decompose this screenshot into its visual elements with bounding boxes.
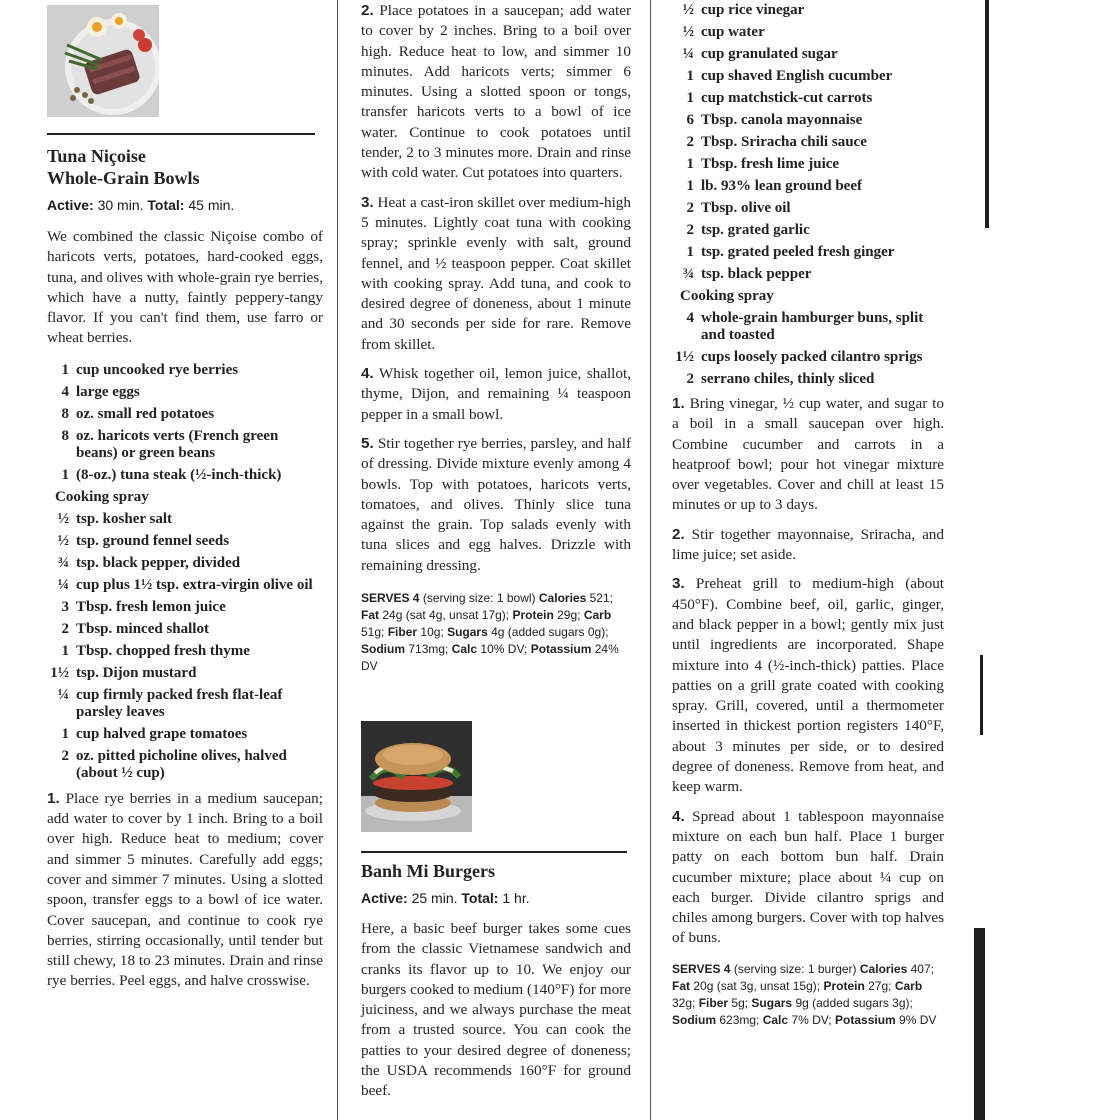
ingredient-quantity: 4 (61, 383, 69, 400)
recipe1-step-3-number: 3. (361, 193, 374, 211)
tuna-nicoise-photo (47, 5, 159, 117)
recipe1-potassium: 24% DV (361, 642, 619, 674)
recipe2-fat-label: Fat (672, 978, 690, 993)
ingredient-quantity: 2 (686, 371, 694, 387)
scan-edge-mark-bottom (974, 928, 985, 1120)
ingredient-text: tsp. black pepper, divided (76, 554, 241, 571)
ingredient-text: cup shaved English cucumber (701, 68, 893, 84)
recipe2-step-2 (672, 525, 944, 566)
recipe2-carb: 32g; (672, 995, 696, 1010)
recipe1-calc-label: Calc (451, 642, 478, 657)
ingredient-item (672, 310, 944, 344)
ingredient-quantity: ¼ (57, 576, 69, 593)
ingredient-item (47, 406, 323, 423)
recipe2-step-4-number: 4. (672, 807, 685, 825)
recipe1-carb-label: Carb (583, 608, 612, 623)
ingredient-text: cup matchstick-cut carrots (701, 90, 873, 106)
recipe2-step-1-number: 1. (672, 395, 685, 412)
ingredient-item (47, 687, 323, 721)
ingredient-item (47, 555, 323, 572)
recipe1-step-2 (361, 1, 631, 184)
ingredient-quantity: 3 (61, 598, 69, 615)
recipe1-step-5-text: Stir together rye berries, parsley, and half of dressing. Divide mixture evenly among 4 bowls. Top with potatoes, haricots verts, tomatoes, and olives. Thinly slice tuna against the grain. Top salads evenly with tuna slices and egg halves. Drizzle with remaining dressing. (361, 434, 632, 574)
recipe1-nutrition (361, 590, 631, 675)
ingredient-quantity: 4 (686, 310, 694, 326)
recipe2-total-value: 1 hr. (502, 890, 530, 906)
ingredient-quantity: ¼ (57, 686, 69, 703)
recipe1-step-2-number: 2. (361, 2, 374, 19)
ingredient-quantity: 1½ (675, 349, 694, 365)
ingredient-item (47, 599, 323, 616)
ingredient-item (672, 46, 944, 63)
recipe1-title (47, 145, 323, 189)
recipe2-active-label: Active: (361, 890, 408, 906)
recipe2-serves: SERVES 4 (672, 961, 731, 976)
ingredient-text: cup halved grape tomatoes (76, 725, 248, 742)
ingredient-text: Tbsp. chopped fresh thyme (76, 642, 250, 659)
recipe2-time-info (361, 888, 631, 908)
recipe2-protein-label: Protein (823, 978, 865, 993)
ingredient-text: cup plus 1½ tsp. extra-virgin olive oil (76, 576, 313, 593)
ingredient-quantity: 1 (61, 725, 69, 742)
ingredient-text: serrano chiles, thinly sliced (701, 371, 875, 387)
recipe1-fiber-label: Fiber (387, 625, 418, 640)
recipe2-potassium: 9% DV (899, 1012, 937, 1027)
ingredient-text: tsp. Dijon mustard (76, 664, 197, 681)
recipe2-step-1 (672, 394, 944, 516)
ingredient-text: cup water (701, 24, 765, 40)
ingredient-quantity: 1 (686, 68, 694, 84)
ingredient-text: cup rice vinegar (701, 2, 805, 18)
recipe1-time-info (47, 195, 323, 215)
recipe2-step-2-number: 2. (672, 525, 685, 543)
recipe2-step-2-text: Stir together mayonnaise, Sriracha, and lime juice; set aside. (672, 525, 944, 564)
ingredient-item (47, 643, 323, 660)
recipe1-sodium-label: Sodium (361, 642, 405, 657)
recipe1-calories: 521; (589, 591, 613, 606)
ingredient-quantity: ½ (57, 532, 69, 549)
recipe1-step-5 (361, 434, 631, 576)
recipe1-step-1-number: 1. (47, 789, 60, 807)
ingredient-item (672, 68, 944, 85)
recipe2-fiber-label: Fiber (698, 995, 729, 1010)
ingredient-quantity: 1½ (50, 664, 69, 681)
ingredient-text: tsp. grated garlic (701, 222, 810, 238)
recipe1-fat: 24g (sat 4g, unsat 17g); (382, 608, 510, 623)
recipe1-ingredient-list (47, 362, 323, 782)
recipe1-sugars-label: Sugars (447, 625, 488, 640)
recipe1-serves: SERVES 4 (361, 591, 420, 606)
ingredient-quantity: ¾ (57, 554, 69, 571)
recipe1-step-5-number: 5. (361, 434, 374, 452)
ingredient-item (672, 371, 944, 388)
ingredient-item (672, 222, 944, 239)
recipe2-active-value: 25 min. (411, 890, 458, 906)
ingredient-item (672, 266, 944, 283)
recipe1-protein-label: Protein (512, 608, 554, 623)
recipe2-title: Banh Mi Burgers (361, 861, 496, 881)
ingredient-item (47, 748, 323, 782)
recipe1-step-4 (361, 364, 631, 425)
ingredient-text: cup granulated sugar (701, 46, 838, 62)
ingredient-text: oz. pitted picholine olives, halved (about ½ cup) (76, 747, 287, 781)
ingredient-quantity: 8 (61, 427, 69, 444)
recipe2-nutrition (672, 961, 944, 1029)
recipe2-fiber: 5g; (731, 995, 749, 1010)
ingredient-quantity: 1 (686, 90, 694, 106)
ingredient-text: Tbsp. Sriracha chili sauce (701, 134, 867, 150)
ingredient-item (672, 134, 944, 151)
ingredient-text: tsp. ground fennel seeds (76, 532, 230, 549)
ingredient-item (47, 621, 323, 638)
recipe1-carb: 51g; (361, 625, 385, 640)
recipe1-sugars: 4g (added sugars 0g); (491, 625, 609, 640)
recipe1-serving-size: (serving size: 1 bowl) (422, 591, 536, 606)
ingredient-item (672, 90, 944, 107)
recipe2-ingredient-list (672, 2, 944, 388)
recipe2-step-4 (672, 807, 944, 949)
ingredient-text: tsp. grated peeled fresh ginger (701, 244, 895, 260)
recipe1-protein: 29g; (557, 608, 581, 623)
ingredient-item (672, 156, 944, 173)
recipe2-step-3 (672, 574, 944, 797)
recipe1-title-line2: Whole-Grain Bowls (47, 168, 200, 188)
ingredient-text: cup uncooked rye berries (76, 361, 239, 378)
recipe1-fat-label: Fat (361, 608, 379, 623)
banh-mi-burger-photo (361, 721, 472, 832)
recipe1-calories-label: Calories (538, 591, 587, 606)
ingredient-item (47, 726, 323, 743)
recipe2-step-3-text: Preheat grill to medium-high (about 450°F). Combine beef, oil, garlic, ginger, and black pepper in a bowl; gently mix just until ingredients are incorporated. Shape mixture into 4 (½-inch-thick) patties. Place patties on a grill grate coated with cooking spray. Grill, covered, until a thermometer inserted in thickest portion registers 140°F, about 3 minutes per side, or to desired degree of doneness. Remove from heat, and keep warm. (672, 575, 945, 796)
recipe2-calc: 7% DV; (791, 1012, 832, 1027)
recipe1-active-label: Active: (47, 197, 94, 213)
recipe2-sodium-label: Sodium (672, 1012, 716, 1027)
ingredient-quantity: 2 (686, 134, 694, 150)
ingredient-quantity: ¾ (682, 266, 694, 282)
ingredient-item (672, 349, 944, 366)
recipe2-sugars: 9g (added sugars 3g); (795, 995, 913, 1010)
recipe1-step-3 (361, 193, 631, 355)
ingredient-item (672, 112, 944, 129)
recipe1-step-4-text: Whisk together oil, lemon juice, shallot, thyme, Dijon, and remaining ¼ teaspoon pepper in a small bowl. (361, 365, 632, 423)
ingredient-item (672, 178, 944, 195)
recipe2-potassium-label: Potassium (835, 1012, 896, 1027)
ingredient-item: Cooking spray (680, 288, 774, 304)
recipe2-total-label: Total: (461, 890, 499, 906)
ingredient-quantity: 1 (686, 178, 694, 194)
recipe2-title-rule (361, 851, 627, 853)
ingredient-quantity: 2 (61, 747, 69, 764)
ingredient-text: oz. small red potatoes (76, 405, 215, 422)
ingredient-quantity: 1 (61, 642, 69, 659)
recipe2-sugars-label: Sugars (751, 995, 793, 1010)
ingredient-item (47, 362, 323, 379)
recipe1-step-1 (47, 789, 323, 992)
ingredient-item (47, 577, 323, 594)
ingredient-quantity: 1 (686, 244, 694, 260)
ingredient-quantity: 2 (686, 222, 694, 238)
ingredient-item (672, 2, 944, 19)
ingredient-text: Tbsp. olive oil (701, 200, 791, 216)
recipe2-protein: 27g; (868, 978, 892, 993)
scan-edge-mark-top (985, 0, 989, 228)
ingredient-text: Tbsp. minced shallot (76, 620, 209, 637)
recipe2-step-3-number: 3. (672, 575, 685, 593)
recipe2-fat: 20g (sat 3g, unsat 15g); (693, 978, 821, 993)
ingredient-quantity: 1 (61, 466, 69, 483)
scan-edge-mark-middle (980, 655, 983, 735)
column-divider-2 (650, 0, 651, 1120)
recipe1-intro: We combined the classic Niçoise combo of haricots verts, potatoes, hard-cooked eggs, tuna, and olives with whole-grain rye berries, which have a nutty, faintly peppery-tangy flavor. If you can't find them, use farro or wheat berries. (47, 228, 323, 347)
recipe2-calories-label: Calories (859, 961, 908, 976)
ingredient-text: Tbsp. fresh lime juice (701, 156, 840, 172)
ingredient-quantity: 6 (686, 112, 694, 128)
ingredient-quantity: ¼ (682, 46, 694, 62)
recipe1-sodium: 713mg; (408, 642, 449, 657)
ingredient-quantity: 1 (61, 361, 69, 378)
recipe2-serving-size: (serving size: 1 burger) (733, 961, 857, 976)
ingredient-item: Cooking spray (55, 488, 149, 505)
ingredient-item (672, 200, 944, 217)
recipe1-calc: 10% DV; (480, 642, 528, 657)
ingredient-item (47, 467, 323, 484)
ingredient-text: Tbsp. canola mayonnaise (701, 112, 863, 128)
ingredient-quantity: ½ (682, 2, 694, 18)
ingredient-item (47, 428, 323, 462)
ingredient-text: lb. 93% lean ground beef (701, 178, 862, 194)
recipe1-step-4-number: 4. (361, 365, 374, 383)
ingredient-text: cup firmly packed fresh flat-leaf parsley leaves (76, 686, 283, 720)
ingredient-item (47, 665, 323, 682)
recipe2-step-4-text: Spread about 1 tablespoon mayonnaise mixture on each bun half. Place 1 burger patty on each bottom bun half. Drain cucumber mixture; place about ¼ cup on each burger. Divide cilantro sprigs and chiles among burgers. Cover with top halves of buns. (672, 807, 944, 947)
recipe1-title-line1: Tuna Niçoise (47, 146, 146, 166)
ingredient-quantity: 2 (61, 620, 69, 637)
ingredient-quantity: 1 (686, 156, 694, 172)
ingredient-text: tsp. kosher salt (76, 510, 172, 527)
ingredient-text: tsp. black pepper (701, 266, 812, 282)
recipe1-total-label: Total: (147, 197, 185, 213)
recipe2-sodium: 623mg; (719, 1012, 760, 1027)
ingredient-item (672, 24, 944, 41)
ingredient-quantity: ½ (682, 24, 694, 40)
recipe1-title-rule (47, 133, 315, 135)
ingredient-text: oz. haricots verts (French green beans) or green beans (76, 427, 279, 461)
recipe2-intro: Here, a basic beef burger takes some cues from the classic Vietnamese sandwich and cranks its flavor up to 10. We enjoy our burgers cooked to medium (140°F) for more juiciness, and we always purchase the meat from a trusted source. You can cook the patties to your desired degree of doneness; the USDA recommends 160°F for ground beef. (361, 920, 631, 1100)
ingredient-text: (8-oz.) tuna steak (½-inch-thick) (76, 466, 282, 483)
ingredient-text: Tbsp. fresh lemon juice (76, 598, 226, 615)
recipe1-fiber: 10g; (420, 625, 444, 640)
ingredient-item (672, 244, 944, 261)
recipe2-calories: 407; (910, 961, 934, 976)
column-divider-1 (337, 0, 338, 1120)
ingredient-item (47, 384, 323, 401)
ingredient-quantity: 2 (686, 200, 694, 216)
ingredient-item (47, 511, 323, 528)
recipe1-step-3-text: Heat a cast-iron skillet over medium-high 5 minutes. Lightly coat tuna with cooking spray; sprinkle evenly with salt, ground fennel, and ½ teaspoon pepper. Coat skillet with cooking spray. Add tuna, and cook to desired degree of doneness, about 1 minute and 30 seconds per side for rare. Remove from skillet. (361, 193, 631, 353)
recipe1-step-1-text: Place rye berries in a medium saucepan; add water to cover by 1 inch. Bring to a boil over high. Reduce heat to medium; cover and simmer 5 minutes. Carefully add eggs; cover and simmer 7 minutes. Using a slotted spoon, transfer eggs to a bowl of ice water. Cover saucepan, and continue to cook rye berries, stirring occasionally, until tender but still chewy, 18 to 23 minutes. Drain and rinse rye berries. Peel eggs, and halve crosswise. (47, 789, 323, 990)
recipe1-step-2-text: Place potatoes in a saucepan; add water to cover by 2 inches. Bring to a boil over high. Reduce heat to low, and simmer 10 minutes. Add haricots verts; simmer 6 minutes. Using a slotted spoon or tongs, transfer haricots verts to a bowl of ice water. Continue to cook potatoes until tender, 2 to 3 minutes more. Drain and rinse with cold water. Cut potatoes into quarters. (361, 2, 632, 182)
recipe1-active-value: 30 min. (97, 197, 144, 213)
recipe2-step-1-text: Bring vinegar, ½ cup water, and sugar to a boil in a small saucepan over high. Combine cucumber and carrots in a heatproof bowl; pour hot vinegar mixture over vegetables. Cover and chill at least 15 minutes or up to 3 days. (672, 395, 944, 514)
recipe1-total-value: 45 min. (188, 197, 235, 213)
ingredient-quantity: 8 (61, 405, 69, 422)
ingredient-quantity: ½ (57, 510, 69, 527)
recipe2-carb-label: Carb (894, 978, 923, 993)
recipe1-potassium-label: Potassium (530, 642, 592, 657)
ingredient-item (47, 533, 323, 550)
recipe2-calc-label: Calc (762, 1012, 789, 1027)
ingredient-text: large eggs (76, 383, 140, 400)
ingredient-text: whole-grain hamburger buns, split and toasted (701, 310, 924, 343)
ingredient-text: cups loosely packed cilantro sprigs (701, 349, 923, 365)
